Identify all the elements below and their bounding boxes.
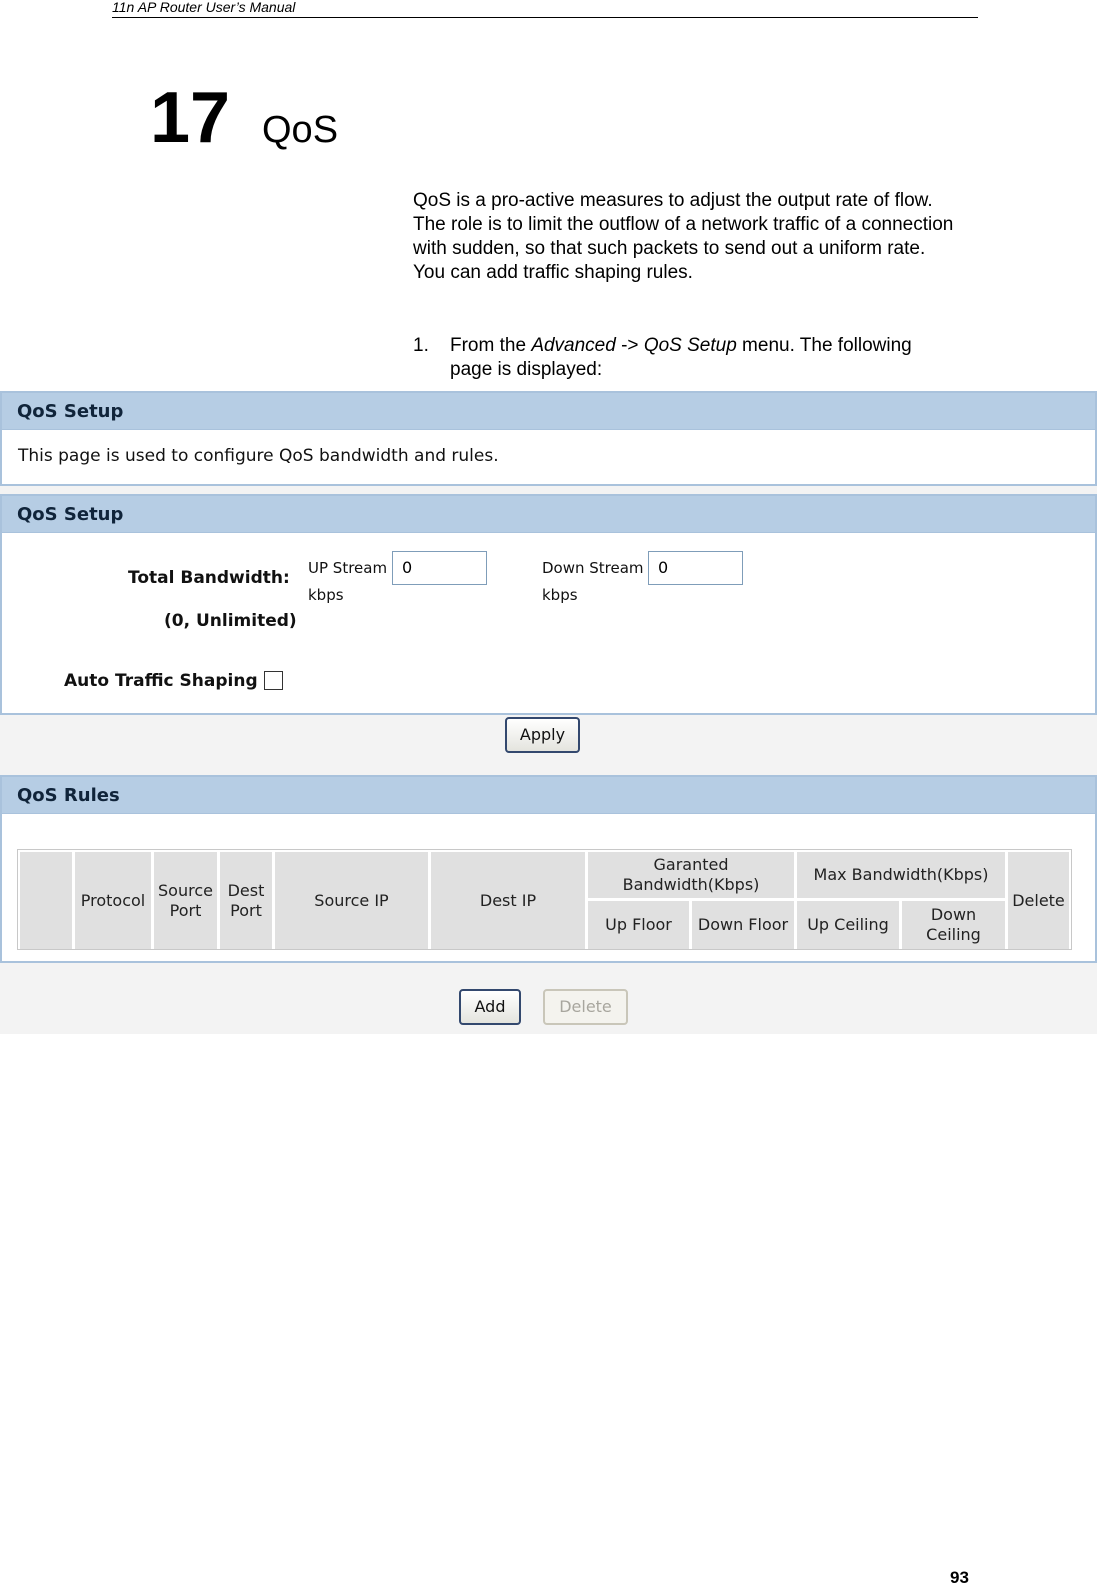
- page-number: 93: [950, 1568, 969, 1586]
- chapter-number: 17: [150, 78, 231, 158]
- auto-traffic-shaping-label: Auto Traffic Shaping: [64, 671, 258, 691]
- max-bandwidth-header: Max Bandwidth(Kbps): [797, 852, 1005, 898]
- panel-description: This page is used to configure QoS bandwidth and rules.: [18, 446, 499, 466]
- down-stream-label: Down Stream: [542, 559, 644, 577]
- qos-screenshot: [0, 391, 1097, 1034]
- qos-rules-panel: [0, 775, 1097, 963]
- intro-paragraph: [413, 189, 983, 285]
- total-bandwidth-label: Total Bandwidth:: [128, 568, 290, 588]
- qos-rules-table: [17, 849, 1072, 950]
- step-line2: page is displayed:: [450, 359, 603, 380]
- running-header: 11n AP Router User’s Manual: [112, 0, 978, 18]
- up-ceiling-header: Up Ceiling: [797, 901, 899, 949]
- menu-arrow: ->: [615, 335, 644, 356]
- apply-button[interactable]: Apply: [505, 717, 580, 753]
- up-stream-input[interactable]: 0: [392, 551, 487, 585]
- menu-item: QoS Setup: [643, 335, 737, 356]
- intro-line: You can add traffic shaping rules.: [413, 262, 693, 283]
- down-ceiling-header: Down Ceiling: [902, 901, 1005, 949]
- up-stream-unit: kbps: [308, 586, 344, 604]
- up-stream-label: UP Stream: [308, 559, 388, 577]
- up-floor-header: Up Floor: [588, 901, 689, 949]
- garanted-bandwidth-header: Garanted Bandwidth(Kbps): [588, 852, 794, 898]
- step-number: 1.: [413, 335, 429, 356]
- down-stream-unit: kbps: [542, 586, 578, 604]
- select-column-header: [20, 852, 72, 949]
- panel-title: QoS Setup: [2, 496, 1095, 533]
- delete-button[interactable]: Delete: [543, 989, 628, 1025]
- qos-setup-panel: [0, 494, 1097, 715]
- chapter-title: QoS: [262, 109, 339, 151]
- unlimited-note: (0, Unlimited): [164, 611, 297, 631]
- intro-line: QoS is a pro-active measures to adjust the output rate of flow.: [413, 190, 933, 211]
- step-prefix: From the: [450, 335, 532, 356]
- step-suffix: menu. The following: [736, 335, 912, 356]
- down-floor-header: Down Floor: [692, 901, 794, 949]
- step-text: [450, 334, 970, 382]
- panel-title: QoS Rules: [2, 777, 1095, 814]
- down-stream-input[interactable]: 0: [648, 551, 743, 585]
- intro-line: with sudden, so that such packets to send out a uniform rate.: [413, 238, 926, 259]
- delete-header: Delete: [1008, 852, 1069, 949]
- panel-title: QoS Setup: [2, 393, 1095, 430]
- source-port-header: Source Port: [154, 852, 217, 949]
- qos-intro-panel: [0, 391, 1097, 486]
- intro-line: The role is to limit the outflow of a network traffic of a connection: [413, 214, 954, 235]
- menu-path: Advanced: [531, 335, 616, 356]
- add-button[interactable]: Add: [459, 989, 521, 1025]
- source-ip-header: Source IP: [275, 852, 428, 949]
- dest-ip-header: Dest IP: [431, 852, 585, 949]
- dest-port-header: Dest Port: [220, 852, 272, 949]
- protocol-header: Protocol: [75, 852, 151, 949]
- auto-traffic-shaping-checkbox[interactable]: [264, 671, 283, 690]
